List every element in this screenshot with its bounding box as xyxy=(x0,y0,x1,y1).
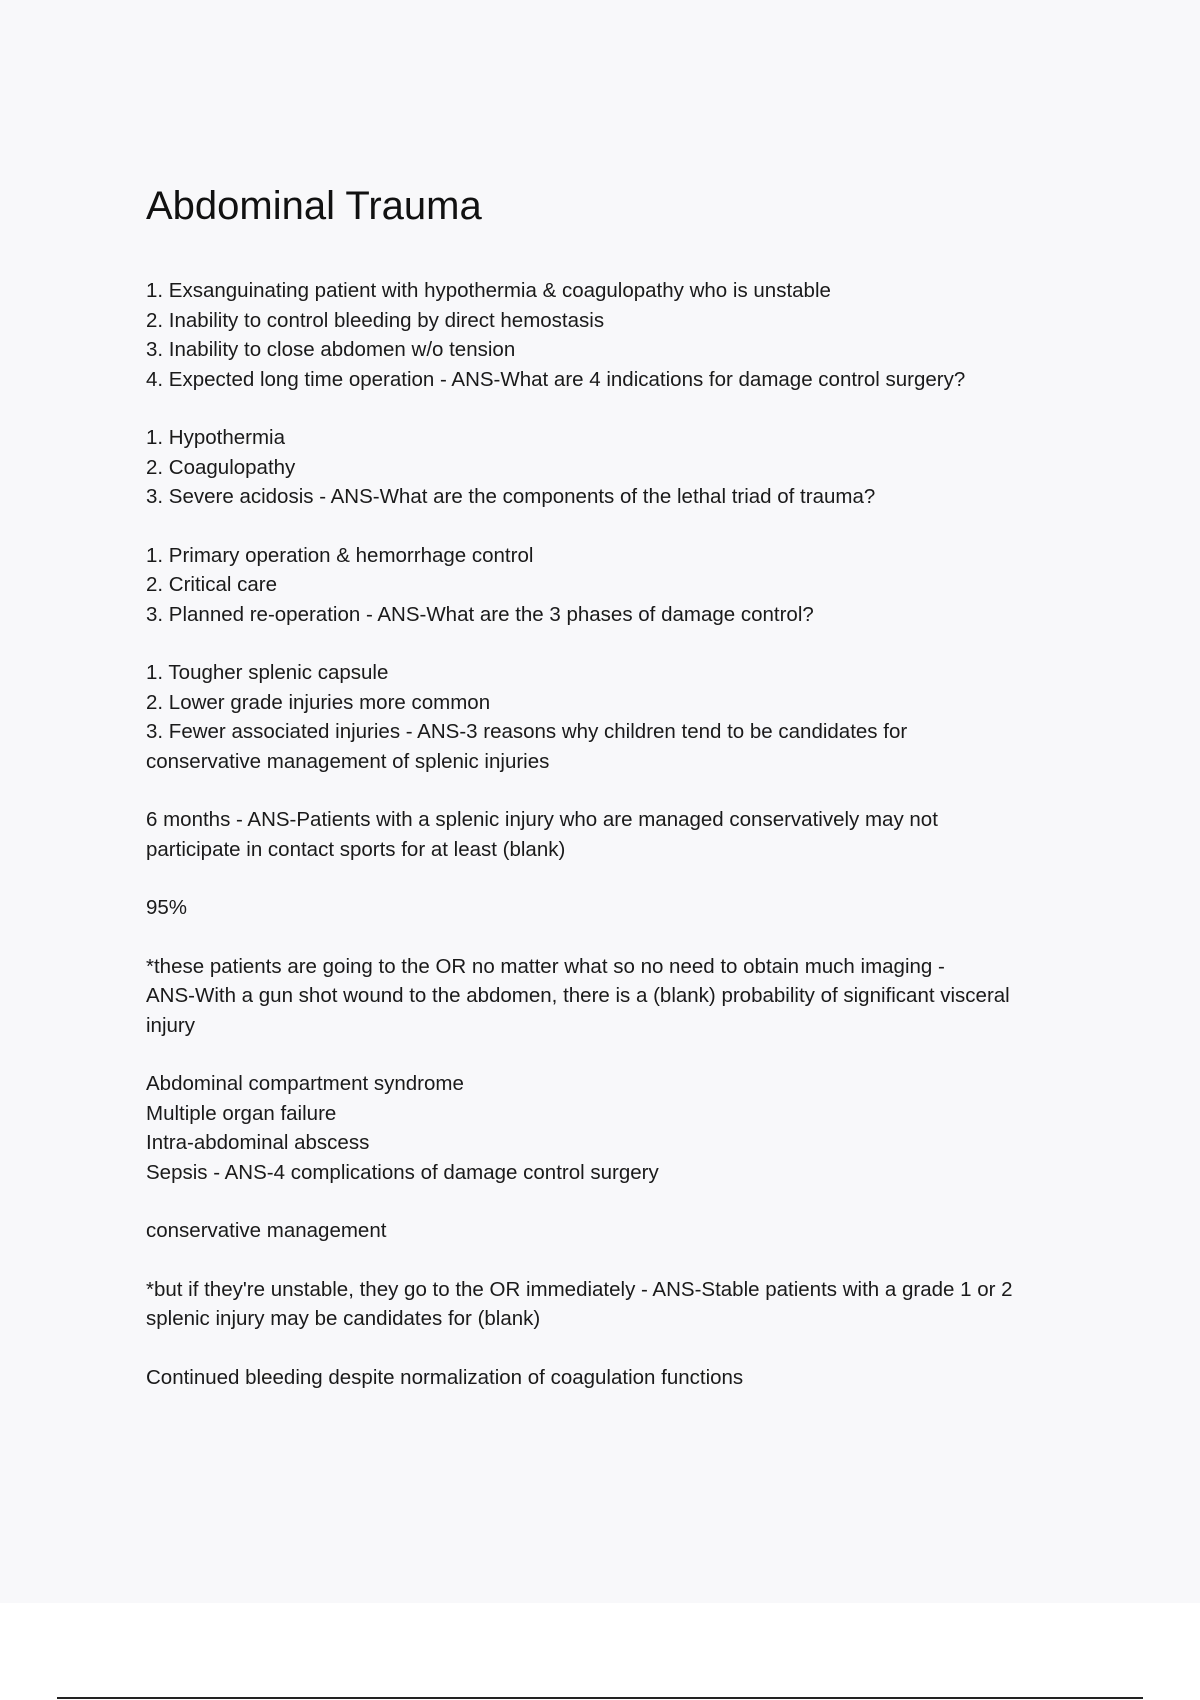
text-line: 2. Lower grade injuries more common xyxy=(146,690,491,714)
qa-block xyxy=(146,1216,1106,1246)
text-line: Multiple organ failure xyxy=(146,1101,337,1125)
text-line: 1. Primary operation & hemorrhage control xyxy=(146,543,534,567)
text-line: 2. Coagulopathy xyxy=(146,455,296,479)
text-line: participate in contact sports for at least (blank) xyxy=(146,837,566,861)
qa-block xyxy=(146,1069,1106,1187)
text-line: Intra-abdominal abscess xyxy=(146,1131,370,1154)
qa-block xyxy=(146,276,1106,394)
text-line: 1. Exsanguinating patient with hypothermia & coagulopathy who is unstable xyxy=(146,279,831,302)
qa-block xyxy=(146,1275,1106,1334)
text-line: 6 months - ANS-Patients with a splenic injury who are managed conservatively may not xyxy=(146,808,938,831)
qa-block xyxy=(146,541,1106,630)
text-line: 2. Critical care xyxy=(146,573,278,596)
qa-block xyxy=(146,893,1106,923)
qa-block xyxy=(146,1363,1106,1393)
text-line: conservative management of splenic injuries xyxy=(146,749,550,773)
qa-block xyxy=(146,423,1106,512)
qa-block xyxy=(146,658,1106,776)
bottom-divider xyxy=(57,1697,1143,1699)
text-line: 3. Severe acidosis - ANS-What are the components of the lethal triad of trauma? xyxy=(146,485,876,508)
text-line: 1. Hypothermia xyxy=(146,426,286,449)
text-line: Abdominal compartment syndrome xyxy=(146,1072,464,1095)
text-line: conservative management xyxy=(146,1219,387,1242)
document-title: Abdominal Trauma xyxy=(146,184,482,228)
text-line: 3. Fewer associated injuries - ANS-3 reasons why children tend to be candidates for xyxy=(146,720,908,743)
text-line: 3. Planned re-operation - ANS-What are the 3 phases of damage control? xyxy=(146,602,814,626)
text-line: 4. Expected long time operation - ANS-What are 4 indications for damage control surgery? xyxy=(146,367,966,391)
text-line: *but if they're unstable, they go to the OR immediately - ANS-Stable patients with a grade 1 or 2 xyxy=(146,1277,1013,1301)
text-line: 2. Inability to control bleeding by direct hemostasis xyxy=(146,308,605,332)
text-line: 3. Inability to close abdomen w/o tension xyxy=(146,338,516,361)
text-line: splenic injury may be candidates for (blank) xyxy=(146,1307,541,1330)
text-line: 1. Tougher splenic capsule xyxy=(146,661,389,684)
text-line: 95% xyxy=(146,896,188,919)
text-line: *these patients are going to the OR no matter what so no need to obtain much imaging - xyxy=(146,954,945,978)
text-line: injury xyxy=(146,1013,195,1037)
qa-block xyxy=(146,805,1106,864)
document-content xyxy=(146,178,1106,1421)
text-line: Sepsis - ANS-4 complications of damage control surgery xyxy=(146,1160,659,1184)
qa-block xyxy=(146,952,1106,1041)
text-line: Continued bleeding despite normalization of coagulation functions xyxy=(146,1365,744,1389)
text-line: ANS-With a gun shot wound to the abdomen, there is a (blank) probability of significant visceral xyxy=(146,984,1010,1007)
